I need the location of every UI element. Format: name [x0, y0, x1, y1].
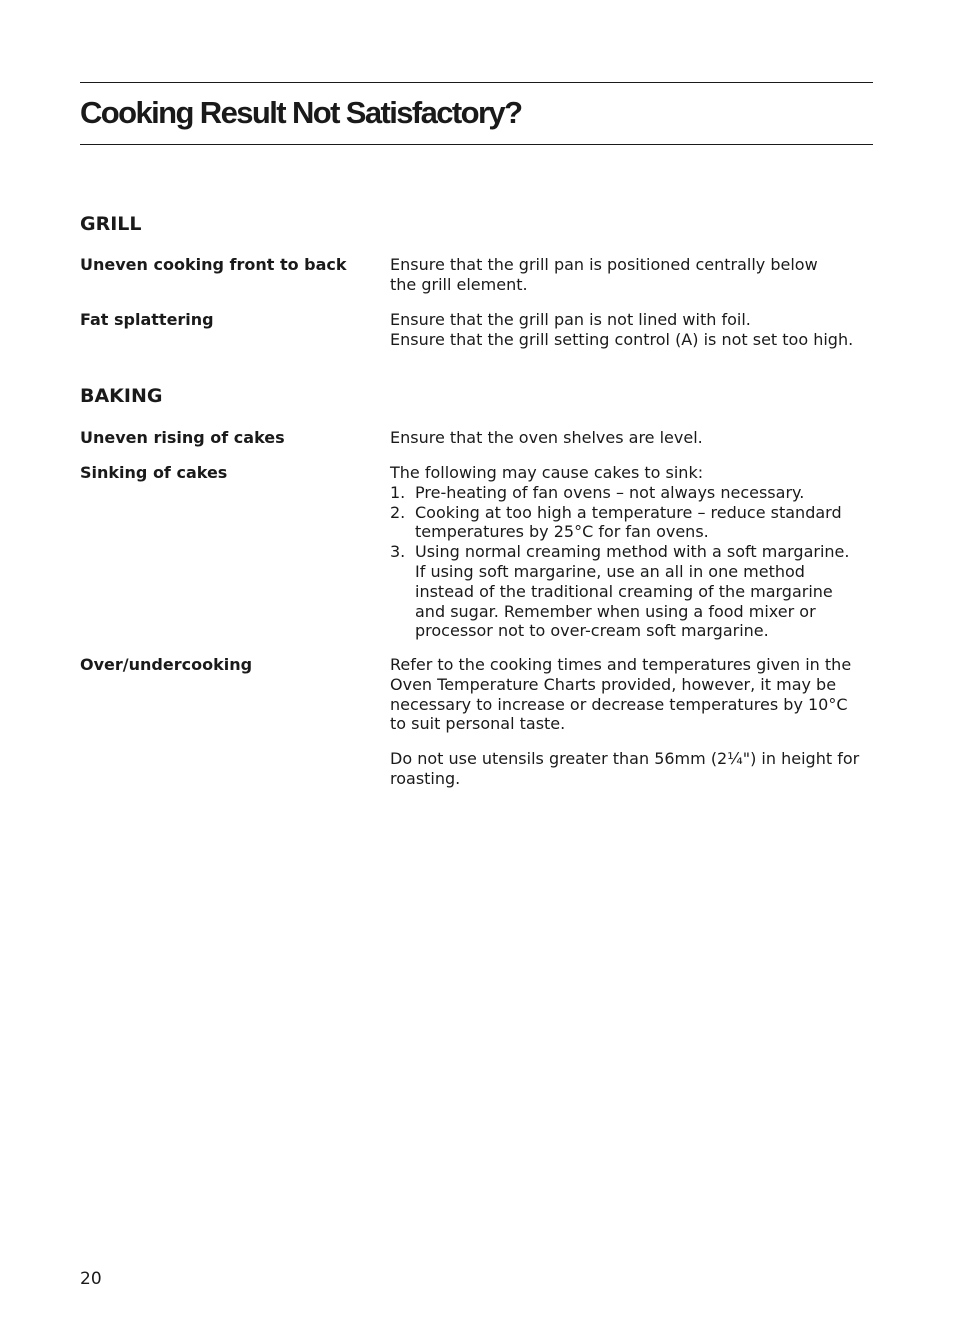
text-line: Ensure that the grill pan is positioned centrally below [390, 255, 818, 274]
list-item [390, 503, 874, 543]
text-line: instead of the traditional creaming of the margarine [415, 581, 833, 601]
list-item-number: 2. [390, 502, 406, 522]
list-intro: The following may cause cakes to sink: [390, 463, 704, 482]
baking-sinking-text [390, 463, 874, 641]
grill-uneven-cooking-text [390, 255, 874, 295]
text-line: Ensure that the grill setting control (A) is not set too high. [390, 329, 854, 349]
utensil-height-note [390, 749, 874, 789]
baking-uneven-rising-text [390, 428, 874, 448]
list-item-number: 3. [390, 542, 406, 562]
text-line: processor not to over-cream soft margarine. [415, 621, 769, 641]
grill-heading: GRILL [80, 213, 142, 235]
text-line: Pre-heating of fan ovens – not always necessary. [415, 482, 805, 502]
sinking-causes-list [390, 483, 874, 641]
top-divider [80, 82, 873, 83]
grill-fat-splattering-text [390, 310, 874, 350]
text-line: to suit personal taste. [390, 714, 566, 734]
text-line: Oven Temperature Charts provided, however, it may be [390, 674, 837, 694]
list-item-number: 1. [390, 482, 406, 502]
page-title: Cooking Result Not Satisfactory? [80, 95, 522, 130]
list-item [390, 542, 874, 641]
baking-sinking-label: Sinking of cakes [80, 463, 228, 482]
text-line: and sugar. Remember when using a food mixer or [415, 601, 816, 621]
list-item [390, 483, 874, 503]
page-number: 20 [80, 1269, 102, 1289]
text-line: Ensure that the grill pan is not lined with foil. [390, 310, 751, 329]
text-line: Using normal creaming method with a soft margarine. [415, 542, 850, 562]
baking-uneven-rising-label: Uneven rising of cakes [80, 428, 285, 447]
baking-over-undercooking-label: Over/undercooking [80, 655, 253, 674]
text-line: If using soft margarine, use an all in one method [415, 561, 805, 581]
text-line: Ensure that the oven shelves are level. [390, 428, 703, 447]
title-divider [80, 144, 873, 145]
grill-uneven-cooking-label: Uneven cooking front to back [80, 255, 347, 274]
baking-over-undercooking-text [390, 655, 874, 734]
text-line: roasting. [390, 768, 461, 788]
text-line: necessary to increase or decrease temperatures by 10°C [390, 694, 848, 714]
text-line: Cooking at too high a temperature – reduce standard [415, 502, 842, 522]
text-line: Refer to the cooking times and temperatures given in the [390, 655, 852, 674]
baking-heading: BAKING [80, 385, 163, 407]
text-line: the grill element. [390, 274, 528, 294]
grill-fat-splattering-label: Fat splattering [80, 310, 214, 329]
text-line: temperatures by 25°C for fan ovens. [415, 522, 709, 542]
text-line: Do not use utensils greater than 56mm (2¼") in height for [390, 749, 860, 768]
